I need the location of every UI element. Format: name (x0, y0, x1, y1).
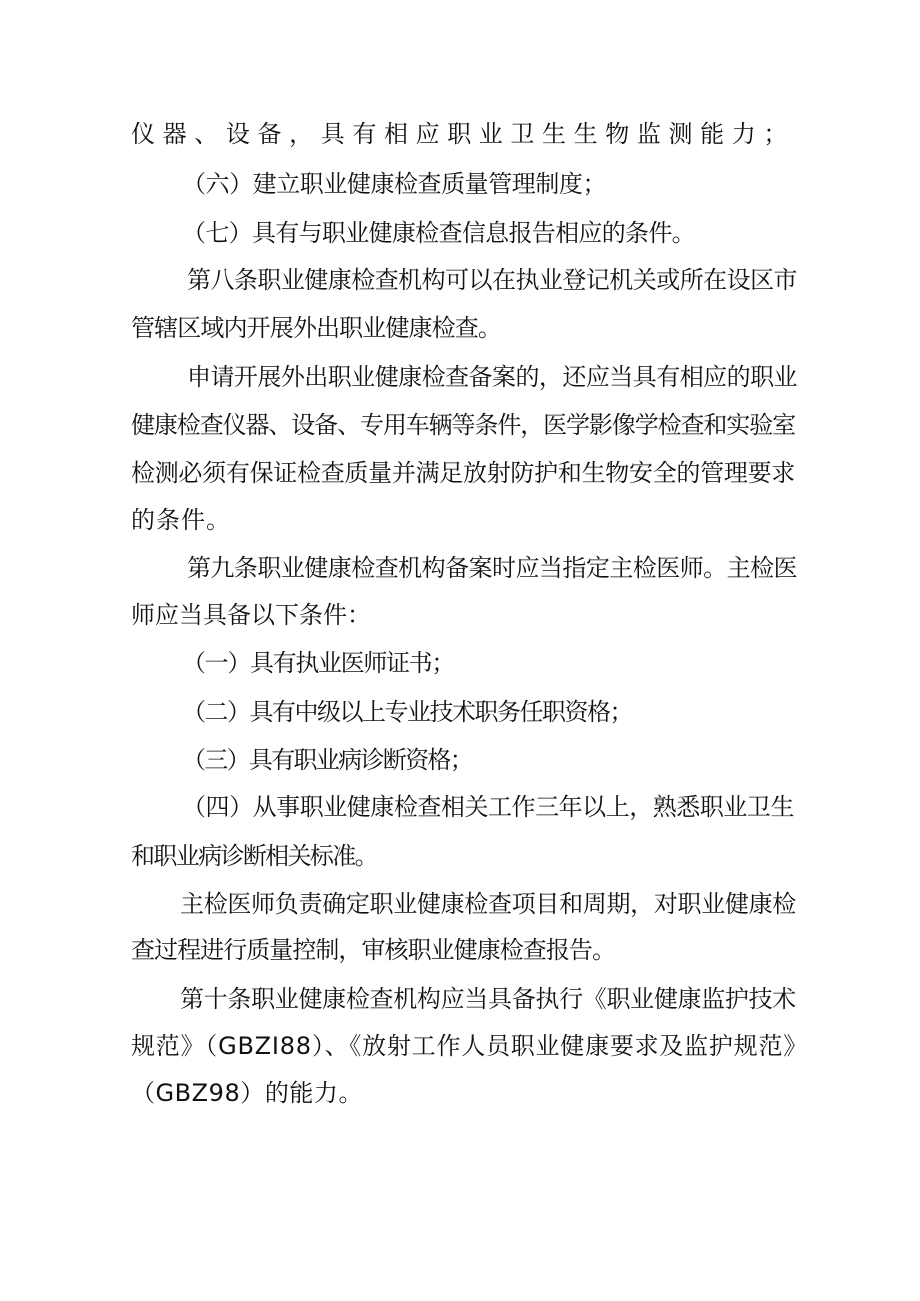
text-line: 的条件。 (131, 506, 231, 534)
text-line: 第十条职业健康检查机构应当具备执行《职业健康监护技术 (180, 985, 796, 1013)
text-line: （一）具有执业医师证书； (182, 649, 454, 677)
text-line: （GBZ98）的能力。 (131, 1079, 363, 1107)
text-line: 检测必须有保证检查质量并满足放射防护和生物安全的管理要求 (131, 459, 795, 487)
text-line: 第八条职业健康检查机构可以在执业登记机关或所在设区市 (187, 266, 797, 294)
text-line: 主检医师负责确定职业健康检查项目和周期，对职业健康检 (180, 890, 796, 918)
text-line: 申请开展外出职业健康检查备案的，还应当具有相应的职业 (187, 363, 797, 391)
text-line: 管辖区域内开展外出职业健康检查。 (131, 314, 501, 342)
text-line: 和职业病诊断相关标准。 (131, 842, 377, 870)
text-line: 规范》（GBZI88）、《放射工作人员职业健康要求及监护规范》 (131, 1032, 808, 1060)
text-line: 健康检查仪器、设备、专用车辆等条件，医学影像学检查和实验室 (131, 411, 795, 439)
text-line: （七）具有与职业健康检查信息报告相应的条件。 (182, 219, 695, 247)
text-line: （三）具有职业病诊断资格； (182, 746, 472, 774)
text-line: 第九条职业健康检查机构备案时应当指定主检医师。主检医 (187, 554, 797, 582)
text-line: （二）具有中级以上专业技术职务任职资格； (182, 698, 632, 726)
text-line: 仪器、设备，具有相应职业卫生生物监测能力； (131, 120, 795, 148)
text-line: （四）从事职业健康检查相关工作三年以上，熟悉职业卫生 (182, 793, 794, 821)
text-line: 师应当具备以下条件： (131, 601, 371, 629)
text-line: 查过程进行质量控制，审核职业健康检查报告。 (131, 936, 615, 964)
text-line: （六）建立职业健康检查质量管理制度； (182, 170, 606, 198)
